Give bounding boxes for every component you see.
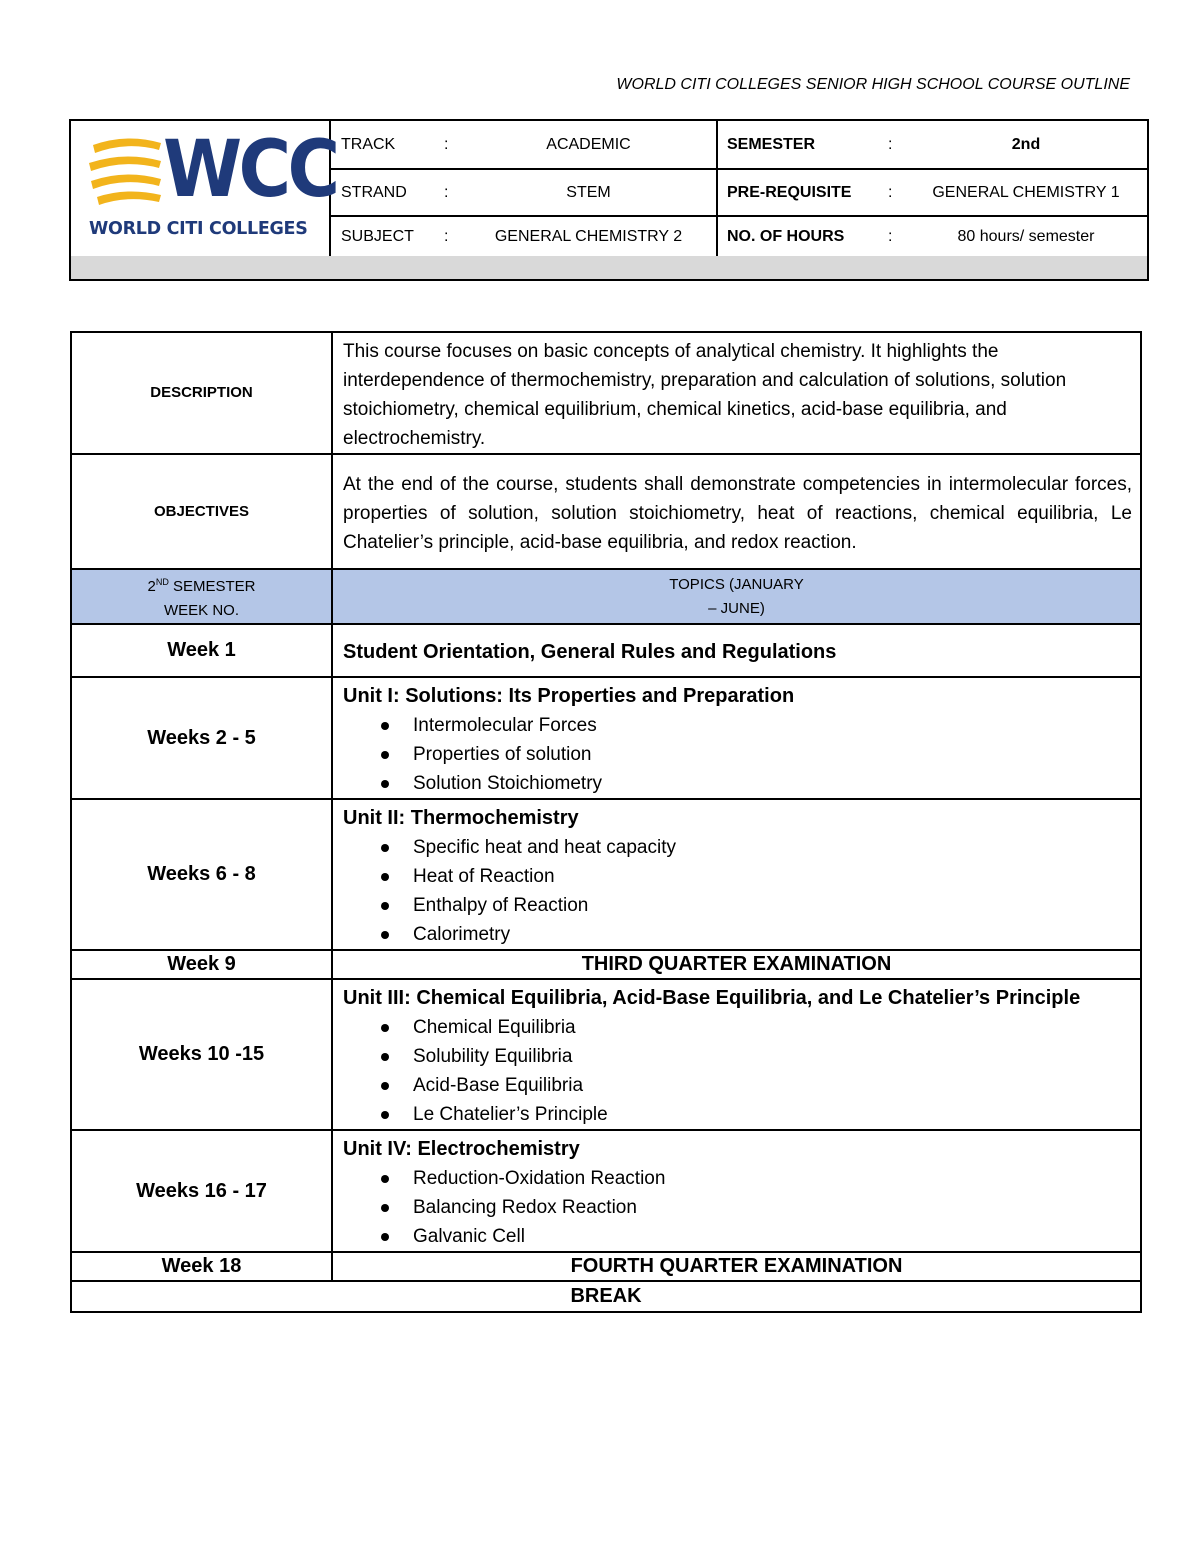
list-item: Reduction-Oxidation Reaction bbox=[381, 1164, 1132, 1193]
description-label: DESCRIPTION bbox=[150, 384, 253, 401]
hours-value: 80 hours/ semester bbox=[957, 227, 1095, 245]
unit-title: Unit I: Solutions: Its Properties and Preparation bbox=[343, 685, 795, 707]
list-item: Properties of solution bbox=[381, 740, 1132, 769]
list-item: Intermolecular Forces bbox=[381, 711, 1132, 740]
header-grid bbox=[331, 121, 1147, 258]
swoosh-logo-icon bbox=[87, 131, 167, 211]
list-item: Galvanic Cell bbox=[381, 1222, 1132, 1251]
week-label: Week 9 bbox=[167, 953, 236, 975]
course-outline-table bbox=[70, 331, 1142, 1313]
list-item: Solution Stoichiometry bbox=[381, 769, 1132, 798]
week-label: Weeks 16 - 17 bbox=[136, 1179, 267, 1202]
table-row bbox=[71, 799, 1141, 950]
objectives-label-cell bbox=[71, 454, 332, 569]
description-row bbox=[71, 332, 1141, 454]
list-item: Chemical Equilibria bbox=[381, 1013, 1132, 1042]
exam-label: THIRD QUARTER EXAMINATION bbox=[581, 953, 892, 975]
list-item: Solubility Equilibria bbox=[381, 1042, 1132, 1071]
table-row bbox=[71, 1281, 1141, 1312]
header-row-subject bbox=[331, 217, 1147, 258]
list-item: Calorimetry bbox=[381, 920, 1132, 949]
strand-label: STRAND bbox=[341, 183, 407, 201]
description-text: This course focuses on basic concepts of analytical chemistry. It highlights the interdependence of thermochemistry, preparation and calculation of solutions, solution stoichiometry, chemical equilibrium, chemical kinetics, acid-base equilibria, and electrochemistry. bbox=[343, 341, 1067, 449]
description-label-cell bbox=[71, 332, 332, 454]
colon: : bbox=[888, 135, 893, 153]
course-header-table bbox=[69, 119, 1149, 281]
semester-header-label: 2ND SEMESTER bbox=[147, 577, 256, 595]
logo-cell bbox=[71, 121, 337, 258]
list-item: Specific heat and heat capacity bbox=[381, 833, 1132, 862]
table-row bbox=[71, 1130, 1141, 1252]
subject-label: SUBJECT bbox=[341, 227, 414, 245]
prereq-value: GENERAL CHEMISTRY 1 bbox=[932, 183, 1120, 201]
objectives-cell bbox=[332, 454, 1141, 569]
table-row bbox=[71, 624, 1141, 677]
week-label: Weeks 6 - 8 bbox=[147, 863, 256, 885]
table-row bbox=[71, 950, 1141, 979]
header-row-track bbox=[331, 121, 1147, 170]
list-item: Heat of Reaction bbox=[381, 862, 1132, 891]
exam-label: FOURTH QUARTER EXAMINATION bbox=[570, 1255, 903, 1277]
topics-header-line1: TOPICS (JANUARY bbox=[669, 575, 804, 593]
subject-value: GENERAL CHEMISTRY 2 bbox=[494, 227, 683, 245]
schedule-header-row bbox=[71, 569, 1141, 624]
list-item: Enthalpy of Reaction bbox=[381, 891, 1132, 920]
topics-header bbox=[332, 569, 1141, 624]
topic-title: Student Orientation, General Rules and Regulations bbox=[343, 641, 837, 663]
week-no-label: WEEK NO. bbox=[163, 602, 239, 619]
semester-week-header bbox=[71, 569, 332, 624]
list-item: Acid-Base Equilibria bbox=[381, 1071, 1132, 1100]
table-row bbox=[71, 677, 1141, 799]
objectives-row bbox=[71, 454, 1141, 569]
topic-list bbox=[343, 711, 1132, 798]
objectives-label: OBJECTIVES bbox=[153, 502, 250, 520]
table-row bbox=[71, 1252, 1141, 1281]
hours-label: NO. OF HOURS bbox=[727, 227, 845, 245]
break-label: BREAK bbox=[570, 1285, 642, 1307]
topic-list bbox=[343, 1013, 1132, 1129]
track-label: TRACK bbox=[341, 135, 396, 153]
week-label: Week 18 bbox=[161, 1255, 242, 1277]
week-label: Weeks 2 - 5 bbox=[147, 726, 256, 749]
topics-header-line2: – JUNE) bbox=[708, 599, 765, 617]
wcc-logo bbox=[87, 125, 337, 249]
prereq-label: PRE-REQUISITE bbox=[727, 183, 852, 201]
table-row bbox=[71, 979, 1141, 1130]
colon: : bbox=[888, 227, 893, 245]
logo-letters: WCC bbox=[163, 125, 337, 215]
list-item: Le Chatelier’s Principle bbox=[381, 1100, 1132, 1129]
list-item: Balancing Redox Reaction bbox=[381, 1193, 1132, 1222]
description-cell bbox=[332, 332, 1141, 454]
semester-label: SEMESTER bbox=[727, 135, 816, 153]
unit-title: Unit III: Chemical Equilibria, Acid-Base Equilibria, and Le Chatelier’s Principle bbox=[343, 987, 1081, 1009]
week-label: Week 1 bbox=[167, 639, 236, 661]
topic-list bbox=[343, 1164, 1132, 1251]
running-head: WORLD CITI COLLEGES SENIOR HIGH SCHOOL COURSE OUTLINE bbox=[616, 76, 1130, 93]
colon: : bbox=[444, 135, 449, 153]
week-label: Weeks 10 -15 bbox=[138, 1043, 265, 1065]
header-divider-bar bbox=[71, 256, 1147, 279]
topic-list bbox=[343, 833, 1132, 949]
unit-title: Unit II: Thermochemistry bbox=[343, 807, 579, 829]
track-value: ACADEMIC bbox=[546, 135, 631, 153]
objectives-text: At the end of the course, students shall demonstrate competencies in intermolecular forces, properties of solution, solution stoichiometry, heat of reactions, chemical equilibria, Le Chatelier’s principle, acid-base equilibria, and redox reaction. bbox=[343, 474, 1132, 553]
colon: : bbox=[888, 183, 893, 201]
strand-value: STEM bbox=[566, 183, 611, 201]
header-row-strand bbox=[331, 170, 1147, 217]
logo-name: WORLD CITI COLLEGES bbox=[89, 219, 308, 239]
colon: : bbox=[444, 183, 449, 201]
colon: : bbox=[444, 227, 449, 245]
unit-title: Unit IV: Electrochemistry bbox=[343, 1138, 580, 1160]
semester-value: 2nd bbox=[1011, 135, 1041, 153]
